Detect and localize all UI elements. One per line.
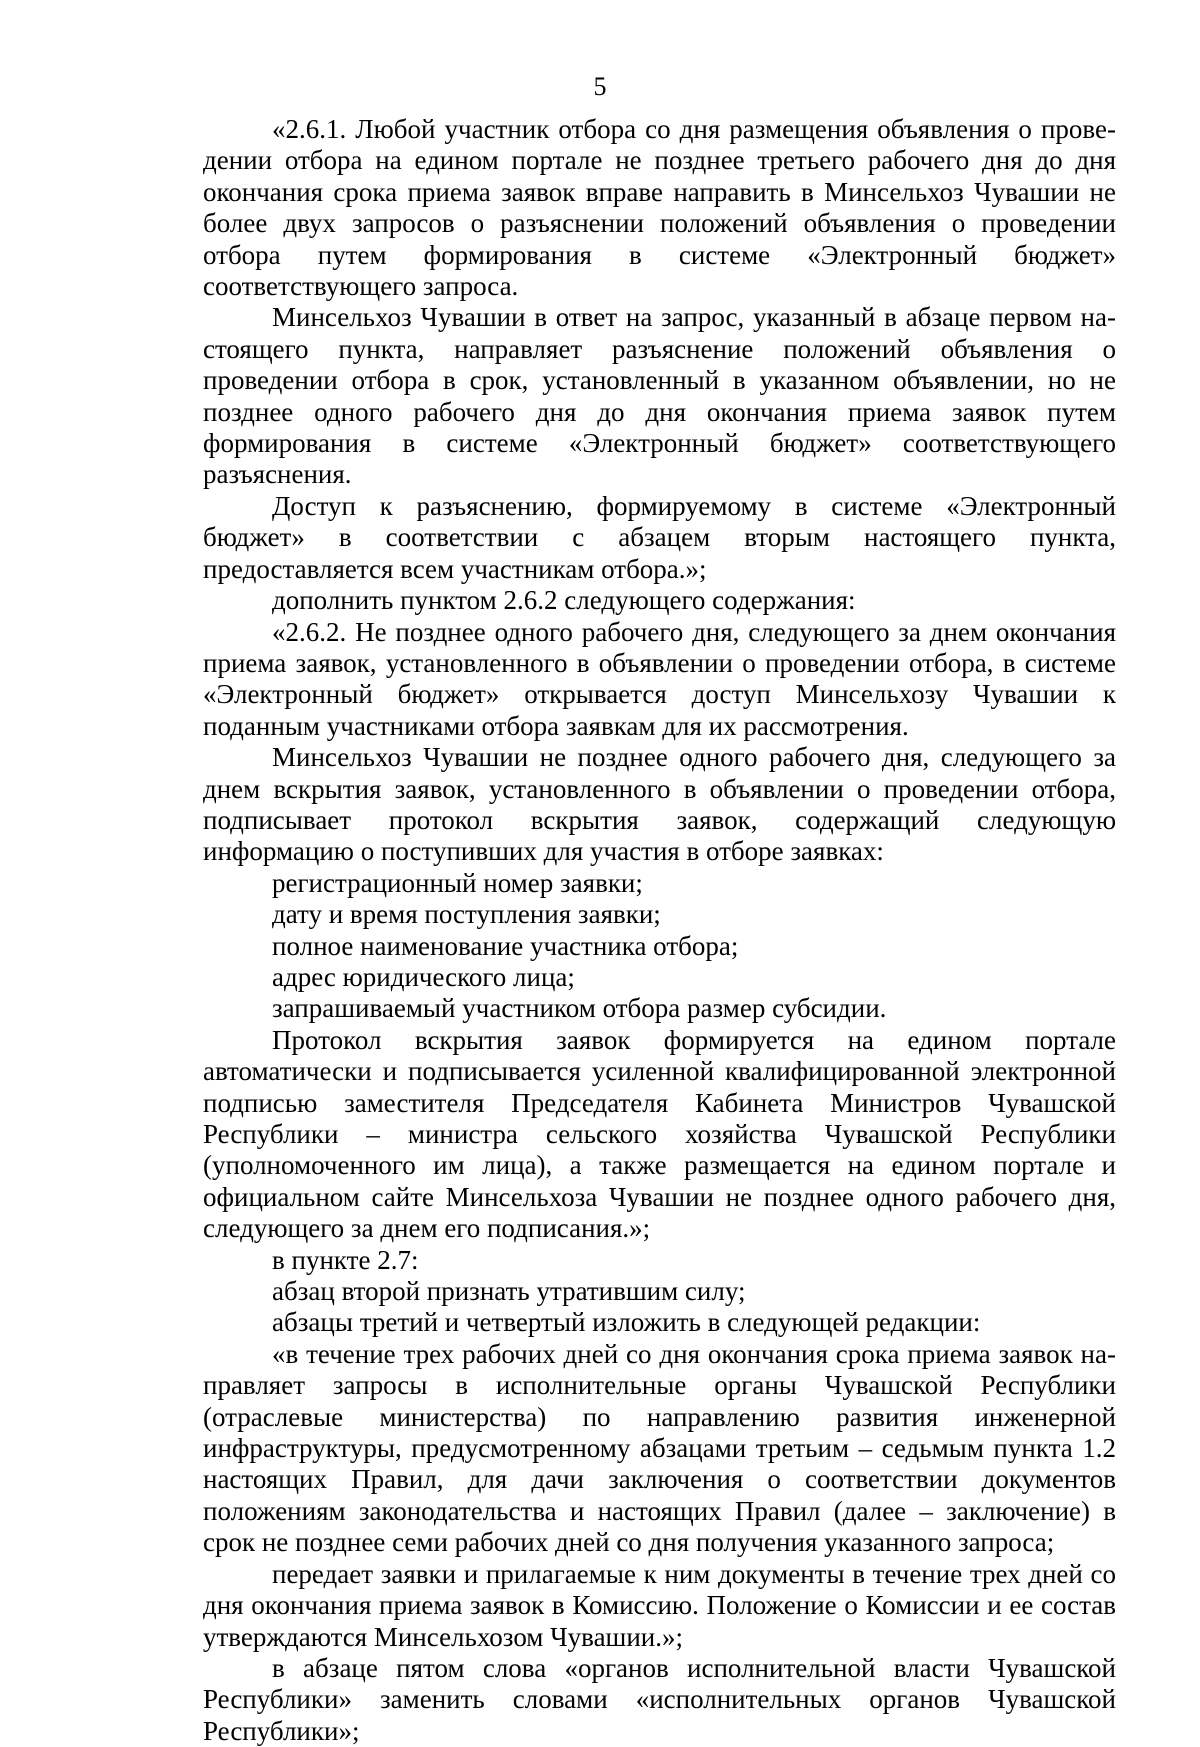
paragraph-add-2-6-2: дополнить пунктом 2.6.2 следующего содержания:	[272, 585, 856, 616]
page-number: 5	[593, 72, 607, 101]
list-item-registration-number: регистрационный номер заявки;	[272, 867, 643, 898]
paragraph-repeal-second: абзац второй признать утратившим силу;	[272, 1276, 746, 1307]
paragraph-point-2-7: в пункте 2.7:	[272, 1244, 419, 1275]
list-item-subsidy-amount: запрашиваемый участником отбора размер субсидии.	[272, 993, 887, 1024]
paragraph-commission: передает заявки и прилагаемые к ним документы в течение трех дней со дня окончания приема заявок в Комиссию. Положение о Комиссии и ее состав утверждаются Минсельхозом Чувашии.»;	[203, 1558, 1116, 1652]
list-item-full-name: полное наименование участника отбора;	[272, 930, 739, 961]
paragraph-clarification-access: Доступ к разъяснению, формируемому в системе «Электронный бюджет» в соответствии с абзацем вторым настоящего пункта, предоставляется всем участникам отбора.»;	[203, 490, 1116, 584]
paragraph-protocol-signing: Протокол вскрытия заявок формируется на едином портале автоматически и подписывается усиленной квалифицированной электронной подписью заместителя Председателя Кабинета Министров Чувашской Республики – министра сельского хозяйства Чувашской Республики (уполномоченного им лица), а также размещается на едином портале и официальном сайте Минсельхоза Чувашии не позднее одного рабочего дня, следующего за днем его подписания.»;	[203, 1024, 1116, 1244]
paragraph-replace-words: в абзаце пятом слова «органов исполнительной власти Чувашской Республики» заменить словами «исполнительных органов Чувашской Республики»;	[203, 1652, 1116, 1746]
paragraph-clarification-response: Минсельхоз Чувашии в ответ на запрос, указанный в абзаце первом настоящего пункта, направляет разъяснение положений объявления о проведении отбора в срок, установленный в указанном объявлении, но не позднее одного рабочего дня до дня окончания приема заявок путем формирования в системе «Электронный бюджет» соответствующего разъяснения.	[203, 302, 1116, 490]
paragraph-opening-protocol: Минсельхоз Чувашии не позднее одного рабочего дня, следующего за днем вскрытия заявок, установленного в объявлении о проведении отбора, подписывает протокол вскрытия заявок, содержащий следующую информацию о поступивших для участия в отборе заявках:	[203, 742, 1116, 867]
list-item-address: адрес юридического лица;	[272, 961, 575, 992]
paragraph-2-6-1: «2.6.1. Любой участник отбора со дня размещения объявления о проведении отбора на едином портале не позднее третьего рабочего дня до дня окончания срока приема заявок вправе направить в Минсельхоз Чувашии не более двух запросов о разъяснении положений объявления о проведении отбора путем формирования в системе «Электронный бюджет» соответствующего запроса.	[203, 114, 1116, 302]
document-body	[203, 114, 1116, 1747]
list-item-date-time: дату и время поступления заявки;	[272, 899, 661, 930]
paragraph-new-wording: абзацы третий и четвертый изложить в следующей редакции:	[272, 1307, 981, 1338]
paragraph-requests: «в течение трех рабочих дней со дня окончания срока приема заявок направляет запросы в исполнительные органы Чувашской Республики (отраслевые министерства) по направлению развития инженерной инфраструктуры, предусмотренному абзацами третьим – седьмым пункта 1.2 настоящих Правил, для дачи заключения о соответствии документов положениям законодательства и настоящих Правил (далее – заключение) в срок не позднее семи рабочих дней со дня получения указанного запроса;	[203, 1338, 1116, 1558]
paragraph-2-6-2: «2.6.2. Не позднее одного рабочего дня, следующего за днем окончания приема заявок, установленного в объявлении о проведении отбора, в системе «Электронный бюджет» открывается доступ Минсельхозу Чувашии к поданным участниками отбора заявкам для их рассмотрения.	[203, 616, 1116, 741]
